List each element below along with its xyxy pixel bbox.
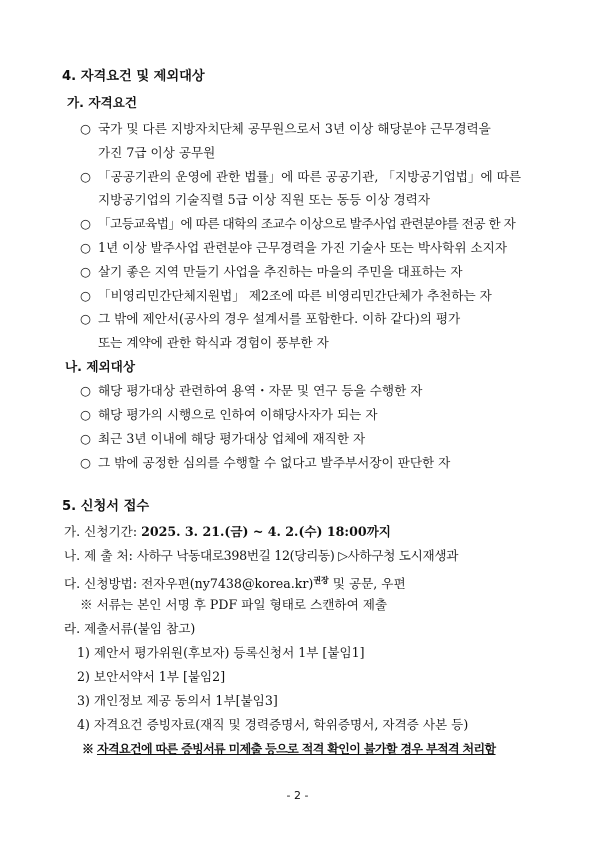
- list-item-continuation: 가진 7급 이상 공무원: [98, 145, 216, 160]
- bullet-icon: ○: [80, 431, 91, 446]
- bullet-icon: ○: [80, 240, 91, 255]
- section-5-title: 5. 신청서 접수: [62, 499, 150, 514]
- document-item: 2) 보안서약서 1부 [붙임2]: [77, 669, 226, 684]
- list-item: ○ 살기 좋은 지역 만들기 사업을 추진하는 마을의 주민을 대표하는 자: [80, 264, 463, 279]
- page-number: - 2 -: [286, 789, 309, 802]
- method-note: ※ 서류는 본인 서명 후 PDF 파일 형태로 스캔하여 제출: [80, 597, 388, 612]
- bullet-icon: ○: [80, 288, 91, 303]
- application-method: 다. 신청방법: 전자우편(ny7438@korea.kr)$^{권장}$ 및 공문, 우편: [64, 575, 406, 592]
- list-item: ○ 해당 평가의 시행으로 인하여 이해당사자가 되는 자: [80, 407, 378, 422]
- list-item: ○ 국가 및 다른 지방자치단체 공무원으로서 3년 이상 해당분야 근무경력을: [80, 121, 491, 136]
- list-item: ○ 최근 3년 이내에 해당 평가대상 업체에 재직한 자: [80, 431, 366, 446]
- documents-label: 라. 제출서류(붙임 참고): [64, 621, 196, 636]
- list-item: ○ 「공공기관의 운영에 관한 법률」에 따른 공공기관, 「지방공기업법」에 따른: [80, 169, 522, 184]
- submission-place: 나. 제 출 처: 사하구 낙동대로398번길 12(당리동) ▷사하구청 도시재생과: [64, 548, 459, 563]
- list-item-continuation: 지방공기업의 기술직렬 5급 이상 직원 또는 동등 이상 경력자: [98, 192, 431, 207]
- warning-notice: ※ 자격요건에 따른 증빙서류 미제출 등으로 적격 확인이 불가할 경우 부적격 처리함: [82, 742, 496, 756]
- list-item-continuation: 또는 계약에 관한 학식과 경험이 풍부한 자: [98, 335, 329, 350]
- bullet-icon: ○: [80, 407, 91, 422]
- bullet-icon: ○: [80, 311, 91, 326]
- bullet-icon: ○: [80, 216, 91, 231]
- list-item: ○ 해당 평가대상 관련하여 용역・자문 및 연구 등을 수행한 자: [80, 383, 423, 398]
- list-item: ○ 「비영리민간단체지원법」 제2조에 따른 비영리민간단체가 추천하는 자: [80, 288, 492, 303]
- document-item: 3) 개인정보 제공 동의서 1부[붙임3]: [77, 693, 278, 708]
- application-period: 가. 신청기간: 2025. 3. 21.(금) ~ 4. 2.(수) 18:00까지: [64, 524, 391, 539]
- bullet-icon: ○: [80, 264, 91, 279]
- bullet-icon: ○: [80, 455, 91, 470]
- document-item: 4) 자격요건 증빙자료(재직 및 경력증명서, 학위증명서, 자격증 사본 등): [77, 717, 469, 732]
- section-4-title: 4. 자격요건 및 제외대상: [62, 69, 205, 84]
- bullet-icon: ○: [80, 169, 91, 184]
- subsection-na-title: 나. 제외대상: [65, 359, 135, 374]
- bullet-icon: ○: [80, 121, 91, 136]
- list-item: ○ 1년 이상 발주사업 관련분야 근무경력을 가진 기술사 또는 박사학위 소지자: [80, 240, 508, 255]
- bullet-icon: ○: [80, 383, 91, 398]
- document-item: 1) 제안서 평가위원(후보자) 등록신청서 1부 [붙임1]: [77, 645, 365, 660]
- subsection-ga-title: 가. 자격요건: [67, 95, 137, 110]
- list-item: ○ 그 밖에 공정한 심의를 수행할 수 없다고 발주부서장이 판단한 자: [80, 455, 451, 470]
- list-item: ○ 그 밖에 제안서(공사의 경우 설계서를 포함한다. 이하 같다)의 평가: [80, 311, 461, 326]
- list-item: ○ 「고등교육법」에 따른 대학의 조교수 이상으로 발주사업 관련분야를 전공 한 자: [80, 216, 516, 231]
